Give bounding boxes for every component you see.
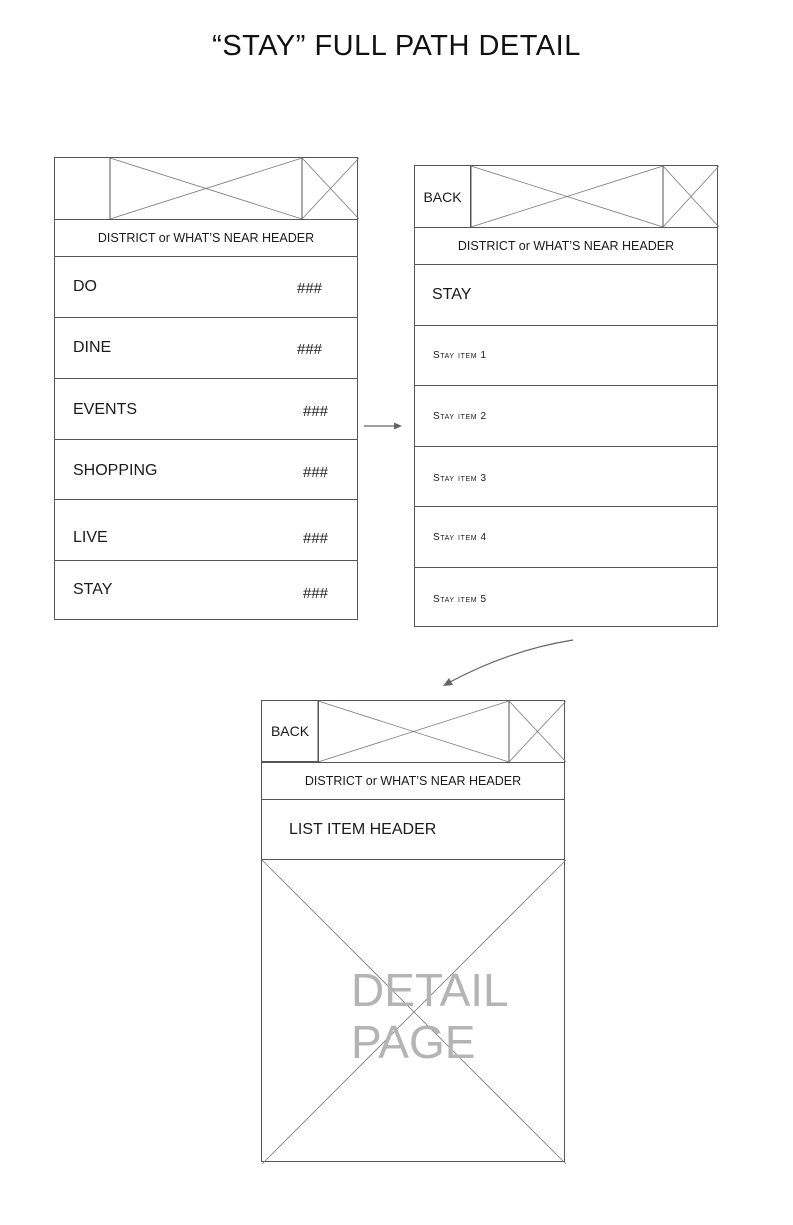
stay-item-label: Stay item 5 xyxy=(433,594,487,605)
category-count: ### xyxy=(303,464,329,481)
screen-detail-page xyxy=(261,700,565,1162)
category-count: ### xyxy=(303,403,329,420)
district-header: DISTRICT or WHAT’S NEAR HEADER xyxy=(55,219,357,256)
detail-label-line2: PAGE xyxy=(351,1016,476,1068)
section-label: STAY xyxy=(432,286,472,303)
district-header: DISTRICT or WHAT’S NEAR HEADER xyxy=(262,762,564,799)
page-title: “STAY” FULL PATH DETAIL xyxy=(212,30,581,62)
stay-item-label: Stay item 1 xyxy=(433,350,487,361)
list-item-header-row xyxy=(262,799,564,859)
list-item-header: LIST ITEM HEADER xyxy=(289,821,437,838)
stay-item-label: Stay item 2 xyxy=(433,411,487,422)
category-label: EVENTS xyxy=(73,401,138,418)
stay-item-label: Stay item 3 xyxy=(433,473,487,484)
category-count: ### xyxy=(297,280,323,297)
category-count: ### xyxy=(303,530,329,547)
category-label: LIVE xyxy=(73,529,108,546)
back-button[interactable]: BACK xyxy=(262,701,319,762)
category-label: SHOPPING xyxy=(73,462,158,479)
district-header: DISTRICT or WHAT’S NEAR HEADER xyxy=(415,227,717,264)
category-label: DINE xyxy=(73,339,112,356)
stay-item-label: Stay item 4 xyxy=(433,532,487,543)
detail-image-placeholder xyxy=(262,859,564,1163)
back-button[interactable]: BACK xyxy=(415,166,471,228)
detail-label-line1: DETAIL xyxy=(351,964,509,1016)
category-count: ### xyxy=(303,585,329,602)
category-label: STAY xyxy=(73,581,113,598)
category-count: ### xyxy=(297,341,323,358)
category-label: DO xyxy=(73,278,97,295)
